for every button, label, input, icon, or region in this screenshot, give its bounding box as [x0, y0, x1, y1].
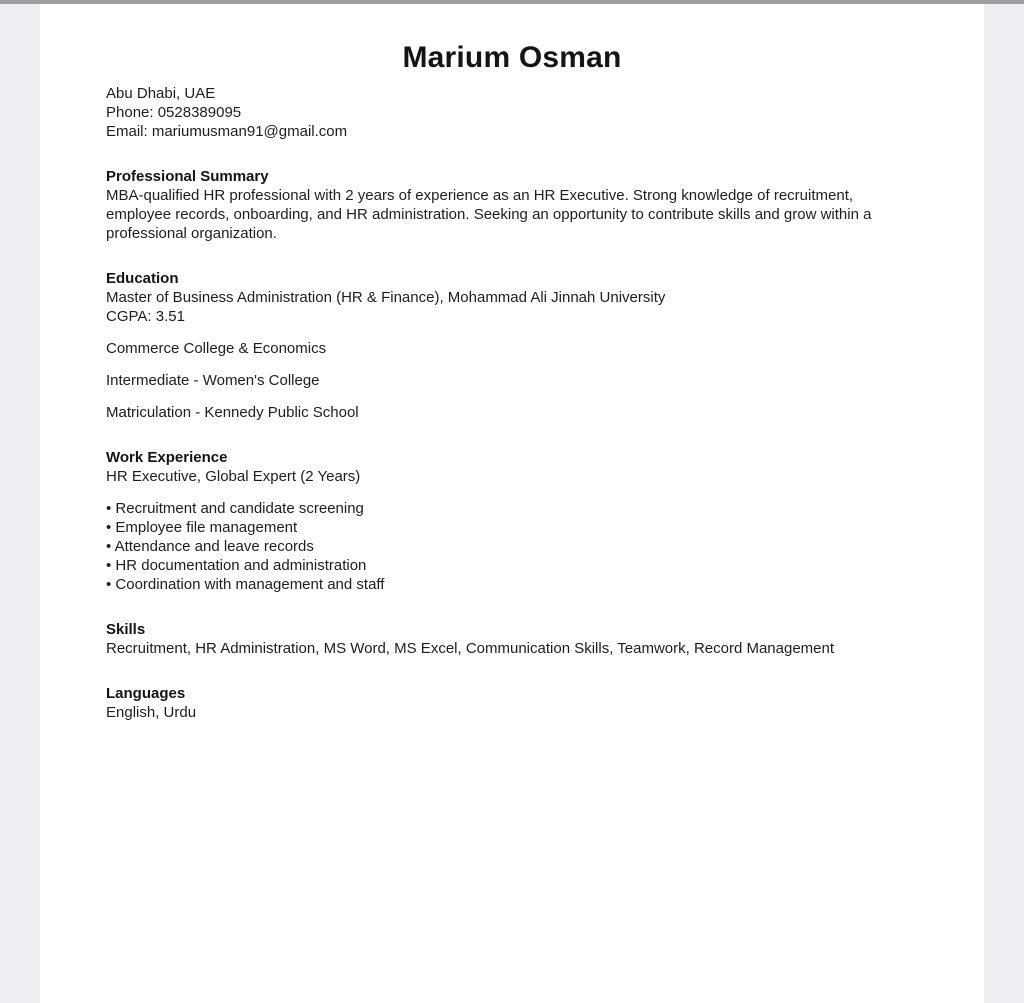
work-experience-heading: Work Experience — [106, 449, 228, 466]
contact-block — [106, 84, 918, 141]
section-work-experience — [106, 448, 918, 594]
education-heading: Education — [106, 270, 179, 287]
education-entry-commerce: Commerce College & Economics — [106, 340, 327, 357]
contact-phone: Phone: 0528389095 — [106, 104, 242, 121]
section-languages — [106, 684, 918, 722]
education-entry-intermediate: Intermediate - Women's College — [106, 372, 320, 389]
bullet-item-coordination: • Coordination with management and staff — [106, 576, 385, 593]
resume-page — [40, 4, 984, 1003]
education-degree-block — [106, 288, 918, 326]
section-skills — [106, 620, 918, 658]
languages-text: English, Urdu — [106, 704, 197, 721]
education-cgpa-line: CGPA: 3.51 — [106, 308, 185, 325]
languages-heading: Languages — [106, 685, 186, 702]
right-gutter — [984, 4, 1024, 1003]
contact-email: Email: mariumusman91@gmail.com — [106, 123, 348, 140]
contact-location: Abu Dhabi, UAE — [106, 85, 216, 102]
resume-name-title: Marium Osman — [402, 41, 622, 74]
bullet-item-attendance: • Attendance and leave records — [106, 538, 314, 555]
bullet-item-documentation: • HR documentation and administration — [106, 557, 367, 574]
professional-summary-heading: Professional Summary — [106, 168, 269, 185]
section-professional-summary — [106, 167, 918, 243]
work-experience-role-line: HR Executive, Global Expert (2 Years) — [106, 468, 361, 485]
education-degree-line: Master of Business Administration (HR & Finance), Mohammad Ali Jinnah University — [106, 289, 666, 306]
left-gutter — [0, 4, 40, 1003]
professional-summary-text: MBA-qualified HR professional with 2 years of experience as an HR Executive. Strong knowledge of recruitment, employee records, onboarding, and HR administration. Seeking an opportunity to contribute skills and grow within a professional organization. — [106, 187, 872, 242]
skills-heading: Skills — [106, 621, 146, 638]
education-entry-matriculation: Matriculation - Kennedy Public School — [106, 404, 359, 421]
work-experience-bullet-list — [106, 499, 918, 594]
section-education — [106, 269, 918, 422]
skills-text: Recruitment, HR Administration, MS Word, MS Excel, Communication Skills, Teamwork, Record Management — [106, 640, 835, 657]
bullet-item-recruitment: • Recruitment and candidate screening — [106, 500, 364, 517]
bullet-item-employee-files: • Employee file management — [106, 519, 298, 536]
